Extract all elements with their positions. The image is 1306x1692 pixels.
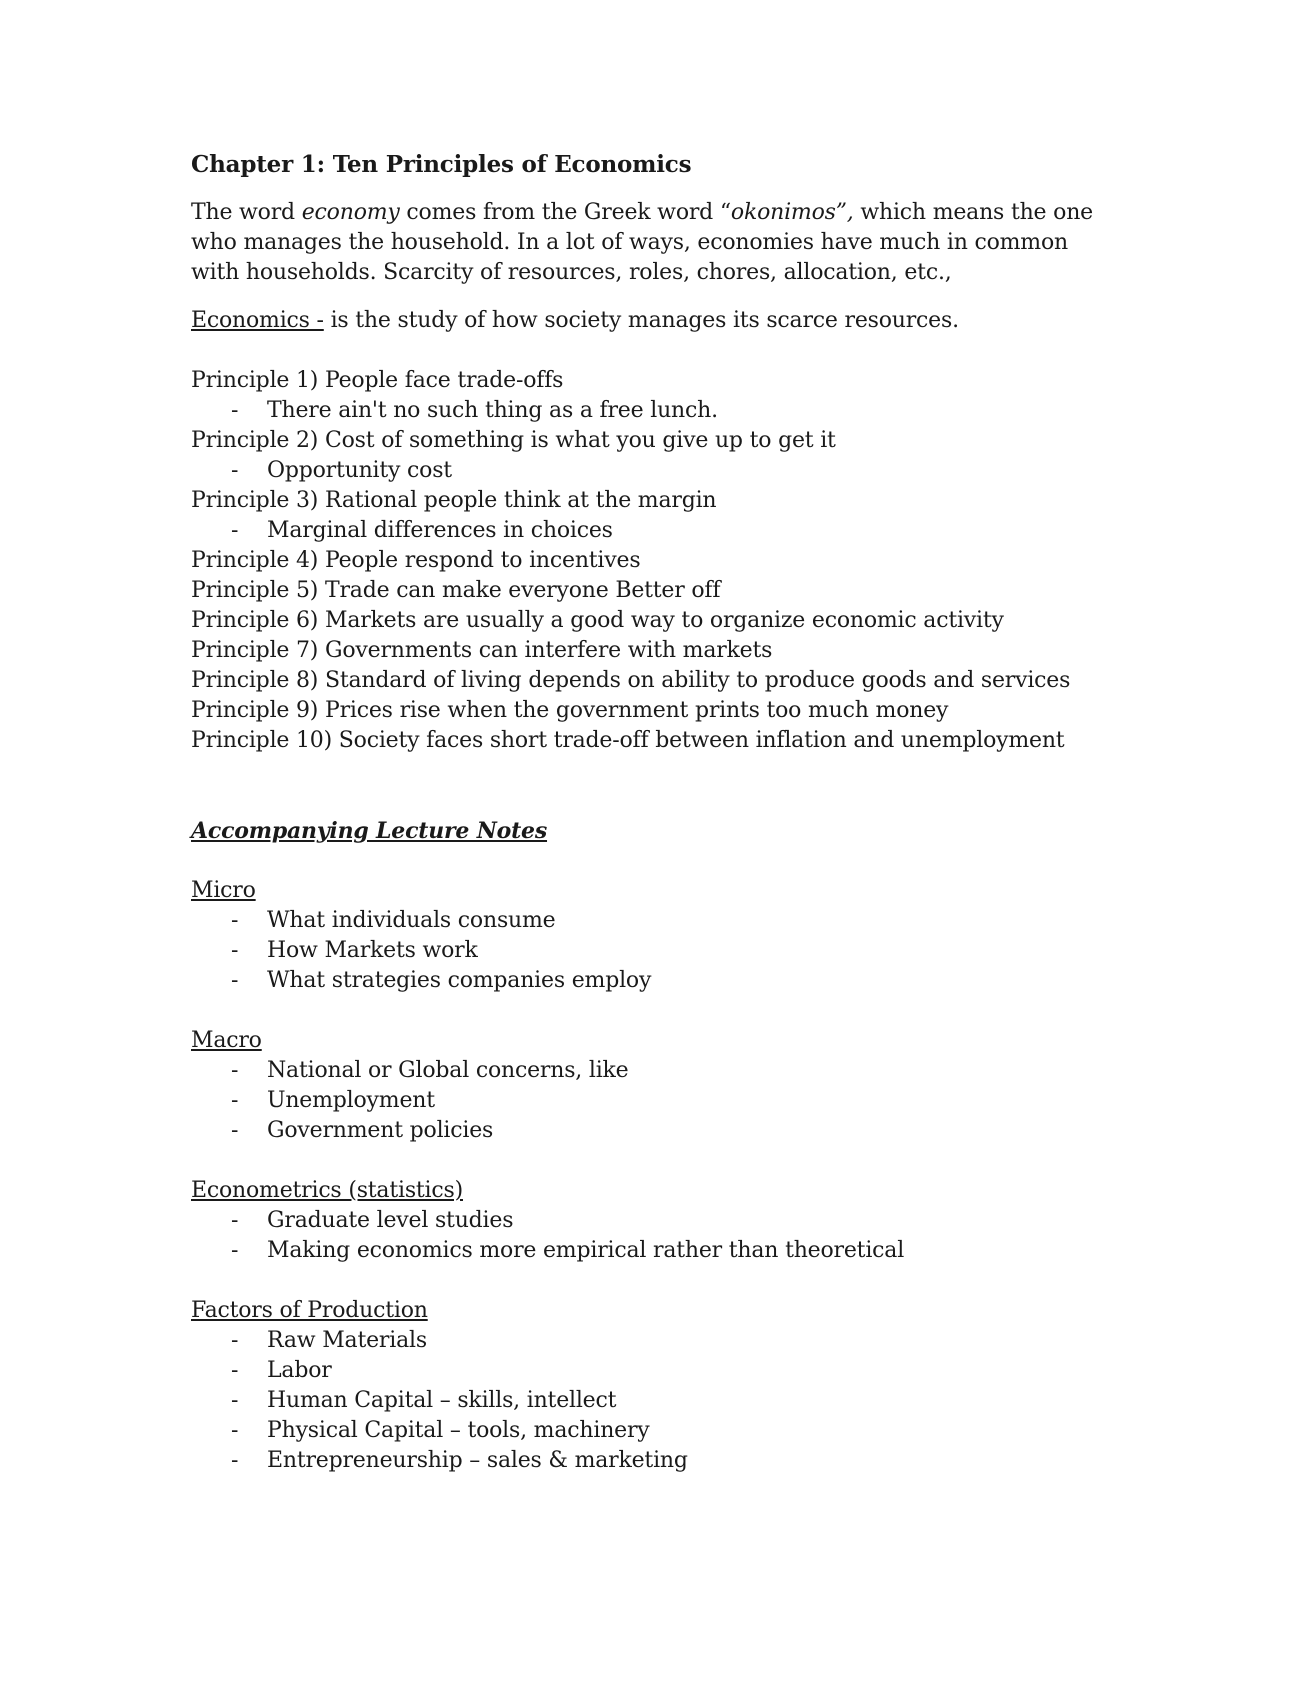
list-item bbox=[191, 1326, 1191, 1356]
bullet-dash: - bbox=[231, 1448, 239, 1473]
section-bullet-list bbox=[191, 906, 1191, 996]
notes-section bbox=[191, 1026, 1191, 1146]
notes-section bbox=[191, 876, 1191, 996]
bullet-dash: - bbox=[231, 1088, 239, 1113]
principle-item: Principle 2) Cost of something is what you give up to get it bbox=[191, 428, 836, 453]
section-bullet-list bbox=[191, 1206, 1191, 1266]
list-item bbox=[191, 1206, 1191, 1236]
bullet-dash: - bbox=[231, 398, 239, 423]
bullet-dash: - bbox=[231, 1238, 239, 1263]
principles-list bbox=[191, 366, 1191, 756]
subpoint-text: There ain't no such thing as a free lunch. bbox=[267, 398, 718, 423]
intro-text: The word bbox=[191, 200, 302, 225]
principle-item: Principle 3) Rational people think at the margin bbox=[191, 488, 717, 513]
principle-item: Principle 4) People respond to incentives bbox=[191, 548, 641, 573]
bullet-dash: - bbox=[231, 1058, 239, 1083]
intro-italic-okonimos: okonimos”, bbox=[730, 200, 854, 225]
principle-subpoint bbox=[191, 516, 1191, 546]
intro-italic-economy: economy bbox=[301, 200, 400, 225]
list-item-text: Making economics more empirical rather than theoretical bbox=[267, 1238, 905, 1263]
intro-line-3: with households. Scarcity of resources, roles, chores, allocation, etc., bbox=[191, 260, 952, 285]
list-item-text: Unemployment bbox=[267, 1088, 435, 1113]
principle-item: Principle 7) Governments can interfere with markets bbox=[191, 638, 773, 663]
list-item bbox=[191, 906, 1191, 936]
notes-section bbox=[191, 1296, 1191, 1476]
intro-line-1 bbox=[191, 198, 1191, 228]
definition-text: is the study of how society manages its scarce resources. bbox=[323, 308, 959, 333]
definition-term: Economics - bbox=[191, 308, 324, 333]
list-item bbox=[191, 1116, 1191, 1146]
bullet-dash: - bbox=[231, 938, 239, 963]
list-item bbox=[191, 1056, 1191, 1086]
section-bullet-list bbox=[191, 1056, 1191, 1146]
list-item-text: Government policies bbox=[267, 1118, 494, 1143]
chapter-title: Chapter 1: Ten Principles of Economics bbox=[191, 151, 692, 178]
section-heading: Econometrics (statistics) bbox=[191, 1178, 463, 1203]
list-item-text: Graduate level studies bbox=[267, 1208, 514, 1233]
bullet-dash: - bbox=[231, 1388, 239, 1413]
bullet-dash: - bbox=[231, 1208, 239, 1233]
list-item bbox=[191, 1416, 1191, 1446]
bullet-dash: - bbox=[231, 908, 239, 933]
principle-item: Principle 1) People face trade-offs bbox=[191, 368, 564, 393]
subpoint-text: Marginal differences in choices bbox=[267, 518, 613, 543]
list-item bbox=[191, 1446, 1191, 1476]
subpoint-text: Opportunity cost bbox=[267, 458, 452, 483]
intro-paragraph bbox=[191, 198, 1191, 288]
principle-subpoint bbox=[191, 456, 1191, 486]
bullet-dash: - bbox=[231, 458, 239, 483]
list-item bbox=[191, 1386, 1191, 1416]
list-item-text: National or Global concerns, like bbox=[267, 1058, 629, 1083]
principle-subpoint bbox=[191, 396, 1191, 426]
list-item bbox=[191, 1356, 1191, 1386]
list-item-text: Raw Materials bbox=[267, 1328, 427, 1353]
list-item bbox=[191, 936, 1191, 966]
bullet-dash: - bbox=[231, 1418, 239, 1443]
principle-item: Principle 8) Standard of living depends on ability to produce goods and services bbox=[191, 668, 1071, 693]
section-bullet-list bbox=[191, 1326, 1191, 1476]
list-item-text: Human Capital – skills, intellect bbox=[267, 1388, 617, 1413]
intro-line-2: who manages the household. In a lot of ways, economies have much in common bbox=[191, 230, 1068, 255]
list-item-text: What individuals consume bbox=[267, 908, 556, 933]
bullet-dash: - bbox=[231, 968, 239, 993]
list-item-text: How Markets work bbox=[267, 938, 478, 963]
principle-item: Principle 10) Society faces short trade-off between inflation and unemployment bbox=[191, 728, 1065, 753]
list-item-text: Entrepreneurship – sales & marketing bbox=[267, 1448, 688, 1473]
bullet-dash: - bbox=[231, 1328, 239, 1353]
document-page bbox=[191, 150, 1191, 1506]
list-item-text: Labor bbox=[267, 1358, 332, 1383]
economics-definition bbox=[191, 306, 1191, 336]
bullet-dash: - bbox=[231, 1118, 239, 1143]
notes-section bbox=[191, 1176, 1191, 1266]
lecture-notes-heading: Accompanying Lecture Notes bbox=[191, 818, 548, 844]
principle-item: Principle 6) Markets are usually a good way to organize economic activity bbox=[191, 608, 1004, 633]
principle-item: Principle 5) Trade can make everyone Better off bbox=[191, 578, 721, 603]
list-item bbox=[191, 1086, 1191, 1116]
list-item-text: What strategies companies employ bbox=[267, 968, 652, 993]
list-item bbox=[191, 1236, 1191, 1266]
list-item bbox=[191, 966, 1191, 996]
intro-text: which means the one bbox=[853, 200, 1093, 225]
lecture-notes-sections bbox=[191, 876, 1191, 1476]
intro-text: comes from the Greek word “ bbox=[399, 200, 731, 225]
section-heading: Macro bbox=[191, 1028, 262, 1053]
list-item-text: Physical Capital – tools, machinery bbox=[267, 1418, 650, 1443]
section-heading: Micro bbox=[191, 878, 256, 903]
bullet-dash: - bbox=[231, 518, 239, 543]
section-heading: Factors of Production bbox=[191, 1298, 428, 1323]
bullet-dash: - bbox=[231, 1358, 239, 1383]
principle-item: Principle 9) Prices rise when the government prints too much money bbox=[191, 698, 949, 723]
